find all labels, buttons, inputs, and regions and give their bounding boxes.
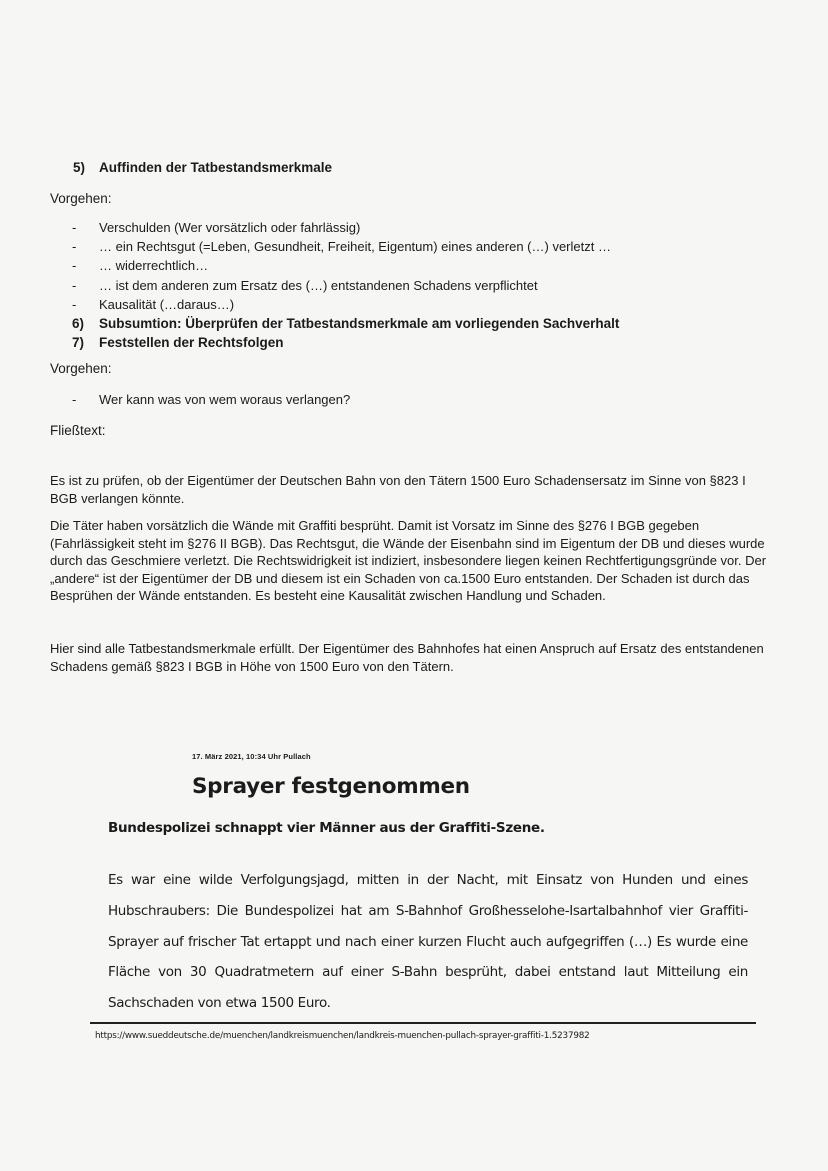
- vorgehen-label-2: Vorgehen:: [50, 361, 112, 376]
- question-item: - Wer kann was von wem woraus verlangen?: [72, 392, 351, 407]
- list-item: - Verschulden (Wer vorsätzlich oder fahrlässig): [72, 218, 619, 237]
- paragraph-2: Die Täter haben vorsätzlich die Wände mit Graffiti besprüht. Damit ist Vorsatz im Sinne des §276 I BGB gegeben (Fahrlässigkeit steht im §276 II BGB). Das Rechtsgut, die Wände der Eisenbahn sind im Eigentum der DB und dieses wurde durch das Geschmiere verletzt. Die Rechtswidrigkeit ist indiziert, insbesondere liegen keinen Rechtfertigungsgründe vor. Der „andere“ ist der Eigentümer der DB und diesem ist ein Schaden von ca.1500 Euro entstanden. Der Schaden ist durch das Besprühen der Wände entstanden. Es besteht eine Kausalität zwischen Handlung und Schaden.: [50, 518, 767, 603]
- source-url: https://www.sueddeutsche.de/muenchen/landkreismuenchen/landkreis-muenchen-pullach-sprayer-graffiti-1.5237982: [95, 1031, 590, 1041]
- steps-list: [72, 218, 619, 352]
- article-dateline: 17. März 2021, 10:34 Uhr Pullach: [192, 752, 311, 761]
- section-6-heading: 6) Subsumtion: Überprüfen der Tatbestandsmerkmale am vorliegenden Sachverhalt: [72, 316, 620, 332]
- list-item: - Kausalität (…daraus…): [72, 295, 619, 314]
- vorgehen-label-1: Vorgehen:: [50, 191, 112, 206]
- article-subtitle: Bundespolizei schnappt vier Männer aus der Graffiti-Szene.: [108, 820, 545, 836]
- divider: [90, 1022, 756, 1024]
- paragraph-1: Es ist zu prüfen, ob der Eigentümer der Deutschen Bahn von den Tätern 1500 Euro Schadensersatz im Sinne von §823 I BGB verlangen könnte.: [50, 473, 746, 506]
- paragraph-3: Hier sind alle Tatbestandsmerkmale erfüllt. Der Eigentümer des Bahnhofes hat einen Anspruch auf Ersatz des entstandenen Schadens gemäß §823 I BGB in Höhe von 1500 Euro von den Tätern.: [50, 641, 764, 674]
- article-title: Sprayer festgenommen: [192, 774, 470, 799]
- section-5-heading: 5) Auffinden der Tatbestandsmerkmale: [73, 160, 333, 175]
- section-7-heading: 7) Feststellen der Rechtsfolgen: [72, 335, 284, 351]
- list-item: - … ein Rechtsgut (=Leben, Gesundheit, Freiheit, Eigentum) eines anderen (…) verletzt …: [72, 237, 619, 256]
- fliesstext-label: Fließtext:: [50, 423, 106, 438]
- list-item: - … widerrechtlich…: [72, 256, 619, 275]
- article-body: Es war eine wilde Verfolgungsjagd, mitten in der Nacht, mit Einsatz von Hunden und eines Hubschraubers: Die Bundespolizei hat am S-Bahnhof Großhesselohe-Isartalbahnhof vier Graffiti-Sprayer auf frischer Tat ertappt und nach einer kurzen Flucht auch aufgegriffen (…) Es wurde eine Fläche von 30 Quadratmetern auf einer S-Bahn besprüht, dabei entstand laut Mitteilung ein Sachschaden von etwa 1500 Euro.: [108, 872, 748, 1012]
- list-item: - … ist dem anderen zum Ersatz des (…) entstandenen Schadens verpflichtet: [72, 276, 619, 295]
